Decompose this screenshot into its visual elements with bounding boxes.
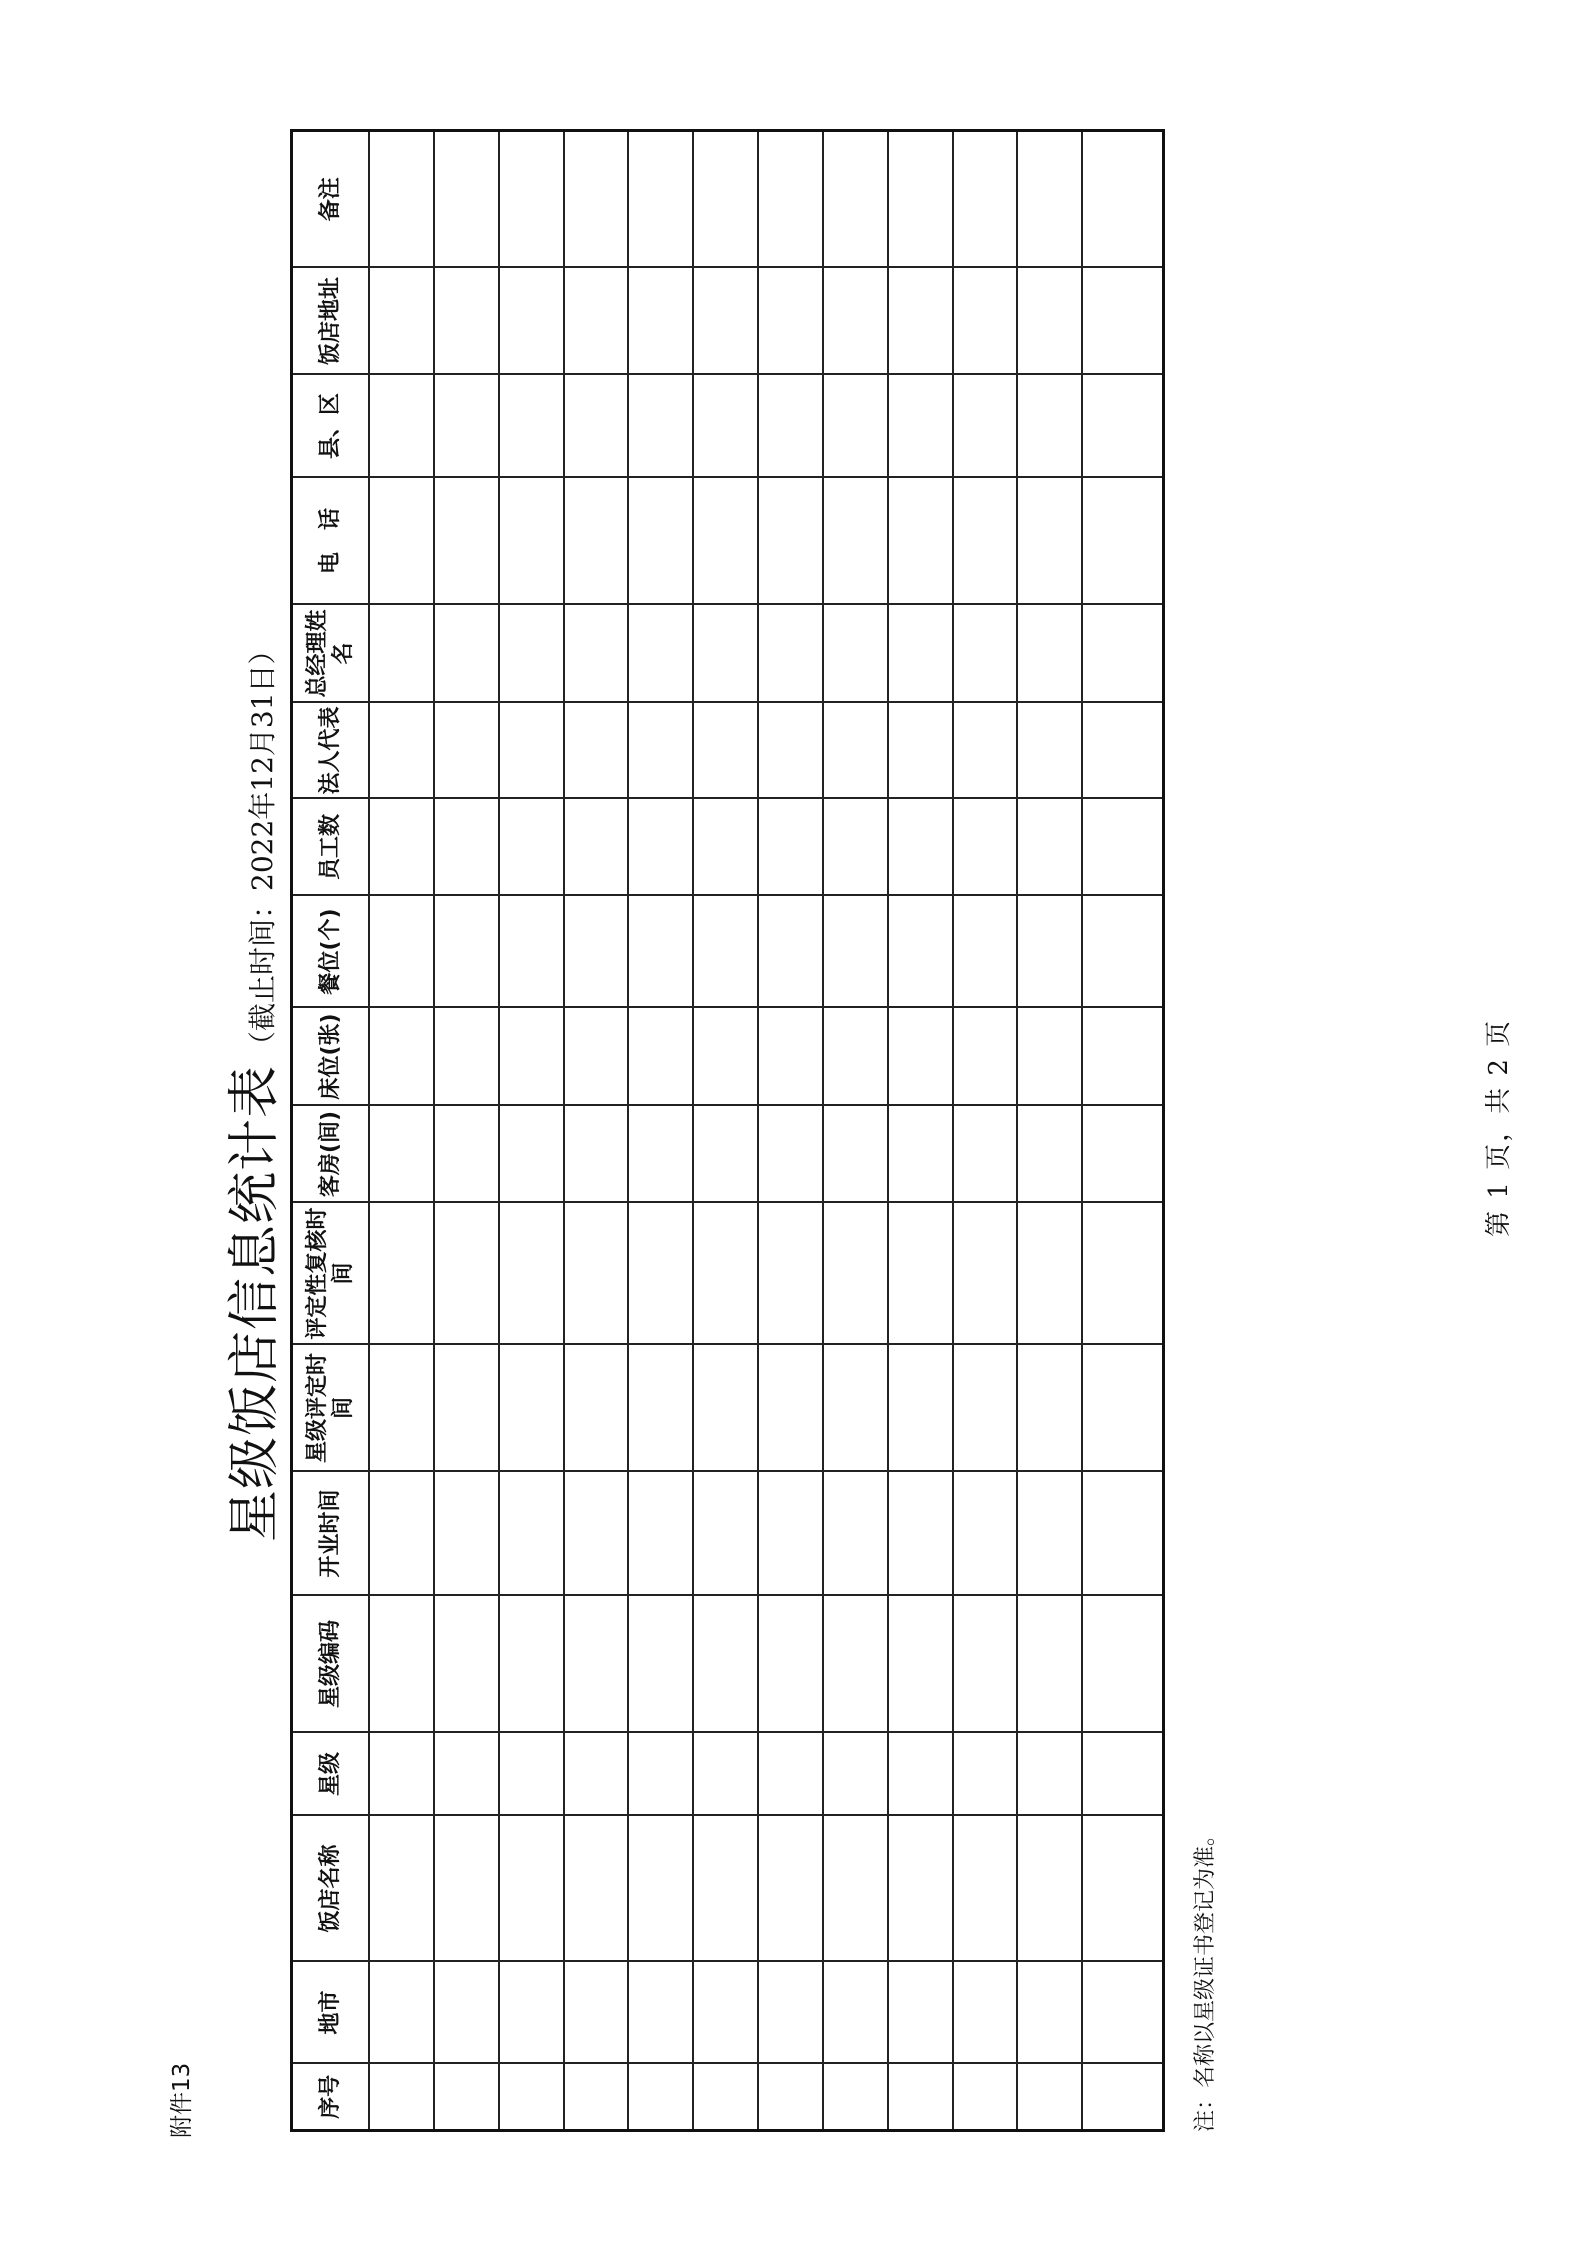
table-row: [823, 131, 888, 2131]
col-header-staff: 员工数: [292, 799, 370, 896]
table-cell: [628, 131, 693, 268]
table-row: [628, 131, 693, 2131]
table-cell: [628, 1733, 693, 1816]
table-cell: [434, 1472, 499, 1596]
table-cell: [499, 131, 564, 268]
table-cell: [823, 131, 888, 268]
table-cell: [758, 1816, 823, 1962]
table-cell: [564, 1345, 629, 1472]
table-cell: [888, 2064, 953, 2131]
table-row: [1082, 131, 1163, 2131]
table-cell: [1017, 1733, 1082, 1816]
table-cell: [693, 799, 758, 896]
table-cell: [1017, 896, 1082, 1008]
table-row: [369, 131, 434, 2131]
table-cell: [369, 478, 434, 605]
table-cell: [823, 703, 888, 799]
table-cell: [693, 268, 758, 375]
table-cell: [953, 375, 1018, 478]
table-cell: [758, 703, 823, 799]
table-cell: [1082, 1106, 1163, 1203]
table-cell: [564, 1816, 629, 1962]
table-cell: [628, 1008, 693, 1106]
table-cell: [499, 1962, 564, 2064]
table-cell: [499, 1008, 564, 1106]
table-cell: [758, 1008, 823, 1106]
table-cell: [758, 1203, 823, 1345]
table-cell: [1017, 605, 1082, 703]
table-cell: [564, 375, 629, 478]
table-cell: [628, 1345, 693, 1472]
col-header-star-level: 星级: [292, 1733, 370, 1816]
col-header-star-code: 星级编码: [292, 1596, 370, 1733]
table-cell: [564, 1733, 629, 1816]
table-cell: [1082, 268, 1163, 375]
table-cell: [499, 268, 564, 375]
table-cell: [953, 799, 1018, 896]
col-header-opening-date: 开业时间: [292, 1472, 370, 1596]
table-cell: [369, 605, 434, 703]
table-cell: [369, 703, 434, 799]
table-cell: [1082, 1345, 1163, 1472]
table-cell: [499, 1472, 564, 1596]
table-cell: [369, 268, 434, 375]
table-cell: [1017, 375, 1082, 478]
table-cell: [1082, 799, 1163, 896]
table-cell: [1017, 799, 1082, 896]
table-cell: [823, 1596, 888, 1733]
table-cell: [1082, 1203, 1163, 1345]
table-cell: [434, 799, 499, 896]
table-cell: [1017, 131, 1082, 268]
table-cell: [564, 1106, 629, 1203]
table-cell: [434, 268, 499, 375]
table-cell: [888, 268, 953, 375]
table-cell: [953, 1203, 1018, 1345]
table-cell: [628, 1816, 693, 1962]
table-cell: [888, 1962, 953, 2064]
table-cell: [434, 605, 499, 703]
footnote: 注：名称以星级证书登记为准。: [1193, 1823, 1218, 2132]
table-row: [499, 131, 564, 2131]
table-cell: [434, 1008, 499, 1106]
table-cell: [823, 1345, 888, 1472]
col-header-county: 县、区: [292, 375, 370, 478]
table-cell: [953, 478, 1018, 605]
table-cell: [1082, 1596, 1163, 1733]
table-cell: [888, 703, 953, 799]
table-cell: [1017, 1008, 1082, 1106]
table-cell: [499, 1203, 564, 1345]
table-cell: [953, 1345, 1018, 1472]
table-cell: [888, 605, 953, 703]
table-cell: [564, 1203, 629, 1345]
table-cell: [1082, 1816, 1163, 1962]
table-cell: [953, 605, 1018, 703]
page-title: 星级饭店信息统计表: [225, 1064, 285, 1542]
table-cell: [564, 1008, 629, 1106]
table-cell: [499, 896, 564, 1008]
table-cell: [369, 375, 434, 478]
table-cell: [823, 1472, 888, 1596]
header-row: [292, 131, 370, 2131]
table-cell: [499, 799, 564, 896]
table-cell: [499, 703, 564, 799]
table-cell: [693, 1008, 758, 1106]
table-row: [1017, 131, 1082, 2131]
table-cell: [953, 1008, 1018, 1106]
col-header-legal-rep: 法人代表: [292, 703, 370, 799]
table-cell: [369, 1203, 434, 1345]
table-cell: [758, 478, 823, 605]
table-cell: [693, 1596, 758, 1733]
col-header-rooms: 客房(间): [292, 1106, 370, 1203]
table-cell: [693, 1472, 758, 1596]
table-cell: [499, 478, 564, 605]
table-cell: [628, 1472, 693, 1596]
table-cell: [1082, 703, 1163, 799]
table-cell: [693, 605, 758, 703]
col-header-rating-date: 星级评定时间: [292, 1345, 370, 1472]
table-cell: [564, 131, 629, 268]
table-cell: [369, 896, 434, 1008]
table-cell: [628, 896, 693, 1008]
table-cell: [888, 1596, 953, 1733]
table-cell: [628, 478, 693, 605]
table-cell: [1017, 478, 1082, 605]
table-cell: [953, 1733, 1018, 1816]
table-cell: [564, 478, 629, 605]
table-cell: [1082, 605, 1163, 703]
table-cell: [1082, 2064, 1163, 2131]
table-cell: [693, 1962, 758, 2064]
table-cell: [369, 1962, 434, 2064]
table-cell: [499, 1106, 564, 1203]
table-cell: [758, 131, 823, 268]
table-cell: [434, 1203, 499, 1345]
table-cell: [888, 375, 953, 478]
table-cell: [1082, 896, 1163, 1008]
page-number: 第 1 页，共 2 页: [1484, 1018, 1514, 1237]
table-row: [953, 131, 1018, 2131]
table-cell: [888, 1203, 953, 1345]
table-cell: [1082, 478, 1163, 605]
table-cell: [823, 478, 888, 605]
table-cell: [499, 1733, 564, 1816]
col-header-remarks: 备注: [292, 131, 370, 268]
table-cell: [564, 703, 629, 799]
col-header-beds: 床位(张): [292, 1008, 370, 1106]
table-cell: [693, 375, 758, 478]
table-cell: [758, 799, 823, 896]
table-cell: [693, 896, 758, 1008]
table-cell: [1017, 2064, 1082, 2131]
table-cell: [823, 1106, 888, 1203]
table-cell: [434, 703, 499, 799]
page-subtitle: （截止时间：2022年12月31日）: [246, 636, 279, 1059]
table-cell: [953, 268, 1018, 375]
table-cell: [499, 375, 564, 478]
table-cell: [758, 268, 823, 375]
table-cell: [888, 896, 953, 1008]
table-cell: [953, 1106, 1018, 1203]
table-cell: [434, 1345, 499, 1472]
table-cell: [953, 1472, 1018, 1596]
table-cell: [758, 375, 823, 478]
col-header-gm-name: 总经理姓名: [292, 605, 370, 703]
table-cell: [1017, 1203, 1082, 1345]
table-cell: [369, 1106, 434, 1203]
table-cell: [628, 2064, 693, 2131]
table-cell: [823, 1962, 888, 2064]
col-header-address: 饭店地址: [292, 268, 370, 375]
col-header-city: 地市: [292, 1962, 370, 2064]
table-cell: [564, 799, 629, 896]
table-cell: [953, 1816, 1018, 1962]
table-cell: [434, 1962, 499, 2064]
table-cell: [628, 1596, 693, 1733]
table-cell: [369, 1596, 434, 1733]
table-cell: [564, 268, 629, 375]
table-cell: [823, 2064, 888, 2131]
table-cell: [758, 605, 823, 703]
table-cell: [369, 1733, 434, 1816]
col-header-index: 序号: [292, 2064, 370, 2131]
table-cell: [434, 1816, 499, 1962]
table-cell: [1082, 1962, 1163, 2064]
table-cell: [1017, 1106, 1082, 1203]
table-cell: [499, 2064, 564, 2131]
table-cell: [499, 605, 564, 703]
table-cell: [888, 1106, 953, 1203]
table-cell: [888, 1816, 953, 1962]
table-cell: [564, 1962, 629, 2064]
table-cell: [1017, 1345, 1082, 1472]
attachment-label: 附件13: [169, 2062, 195, 2138]
table-cell: [693, 1816, 758, 1962]
table-cell: [564, 2064, 629, 2131]
table-cell: [369, 1008, 434, 1106]
table-cell: [693, 703, 758, 799]
table-cell: [953, 703, 1018, 799]
table-cell: [628, 1203, 693, 1345]
table-cell: [434, 131, 499, 268]
table-cell: [628, 1106, 693, 1203]
table-cell: [888, 799, 953, 896]
col-header-phone: 电 话: [292, 478, 370, 605]
col-header-hotel-name: 饭店名称: [292, 1816, 370, 1962]
table-cell: [1017, 1816, 1082, 1962]
table-cell: [823, 605, 888, 703]
table-cell: [1017, 1472, 1082, 1596]
col-header-review-date: 评定性复核时间: [292, 1203, 370, 1345]
table-cell: [693, 131, 758, 268]
table-cell: [564, 1472, 629, 1596]
table-cell: [823, 1008, 888, 1106]
table-cell: [628, 605, 693, 703]
table-cell: [758, 1733, 823, 1816]
table-row: [758, 131, 823, 2131]
table-cell: [1017, 1962, 1082, 2064]
table-cell: [1082, 1472, 1163, 1596]
table-cell: [758, 1472, 823, 1596]
table-cell: [434, 375, 499, 478]
table-cell: [434, 1106, 499, 1203]
table-cell: [888, 1472, 953, 1596]
table-cell: [693, 1345, 758, 1472]
table-cell: [953, 1962, 1018, 2064]
table-cell: [564, 1596, 629, 1733]
table-cell: [823, 1733, 888, 1816]
table-cell: [823, 375, 888, 478]
table-cell: [758, 1596, 823, 1733]
table-row: [888, 131, 953, 2131]
table-cell: [1017, 703, 1082, 799]
table-cell: [888, 1008, 953, 1106]
table-cell: [693, 1733, 758, 1816]
table-row: [693, 131, 758, 2131]
table-cell: [1017, 1596, 1082, 1733]
table-cell: [499, 1345, 564, 1472]
table-cell: [888, 1345, 953, 1472]
table-cell: [953, 1596, 1018, 1733]
table-cell: [434, 2064, 499, 2131]
table-body: [369, 131, 1164, 2131]
table-cell: [369, 1816, 434, 1962]
table-cell: [953, 131, 1018, 268]
table-cell: [564, 896, 629, 1008]
hotel-stats-table: [290, 129, 1165, 2132]
table-cell: [758, 2064, 823, 2131]
table-cell: [888, 1733, 953, 1816]
table-cell: [369, 131, 434, 268]
table-cell: [369, 799, 434, 896]
table-cell: [1082, 375, 1163, 478]
table-row: [564, 131, 629, 2131]
table-cell: [628, 268, 693, 375]
table-cell: [758, 1345, 823, 1472]
table-cell: [823, 268, 888, 375]
table-cell: [953, 2064, 1018, 2131]
table-cell: [823, 1816, 888, 1962]
table-cell: [628, 375, 693, 478]
table-cell: [823, 1203, 888, 1345]
table-cell: [823, 896, 888, 1008]
table-cell: [693, 1203, 758, 1345]
table-cell: [823, 799, 888, 896]
table-cell: [1082, 1008, 1163, 1106]
table-cell: [434, 1596, 499, 1733]
table-cell: [888, 131, 953, 268]
table-cell: [758, 896, 823, 1008]
table-cell: [369, 1345, 434, 1472]
table-cell: [628, 1962, 693, 2064]
table-cell: [628, 799, 693, 896]
table-cell: [369, 2064, 434, 2131]
title-row: [212, 342, 287, 1542]
table-cell: [888, 478, 953, 605]
table-cell: [693, 478, 758, 605]
table-cell: [628, 703, 693, 799]
table-cell: [434, 896, 499, 1008]
table-cell: [953, 896, 1018, 1008]
table-cell: [1082, 131, 1163, 268]
table-cell: [499, 1596, 564, 1733]
table-cell: [564, 605, 629, 703]
table-cell: [693, 1106, 758, 1203]
table-cell: [1082, 1733, 1163, 1816]
col-header-seats: 餐位(个): [292, 896, 370, 1008]
table-cell: [693, 2064, 758, 2131]
table-cell: [1017, 268, 1082, 375]
table-cell: [499, 1816, 564, 1962]
table-row: [434, 131, 499, 2131]
table-cell: [758, 1962, 823, 2064]
table-cell: [758, 1106, 823, 1203]
table-cell: [434, 1733, 499, 1816]
table-cell: [434, 478, 499, 605]
table-cell: [369, 1472, 434, 1596]
